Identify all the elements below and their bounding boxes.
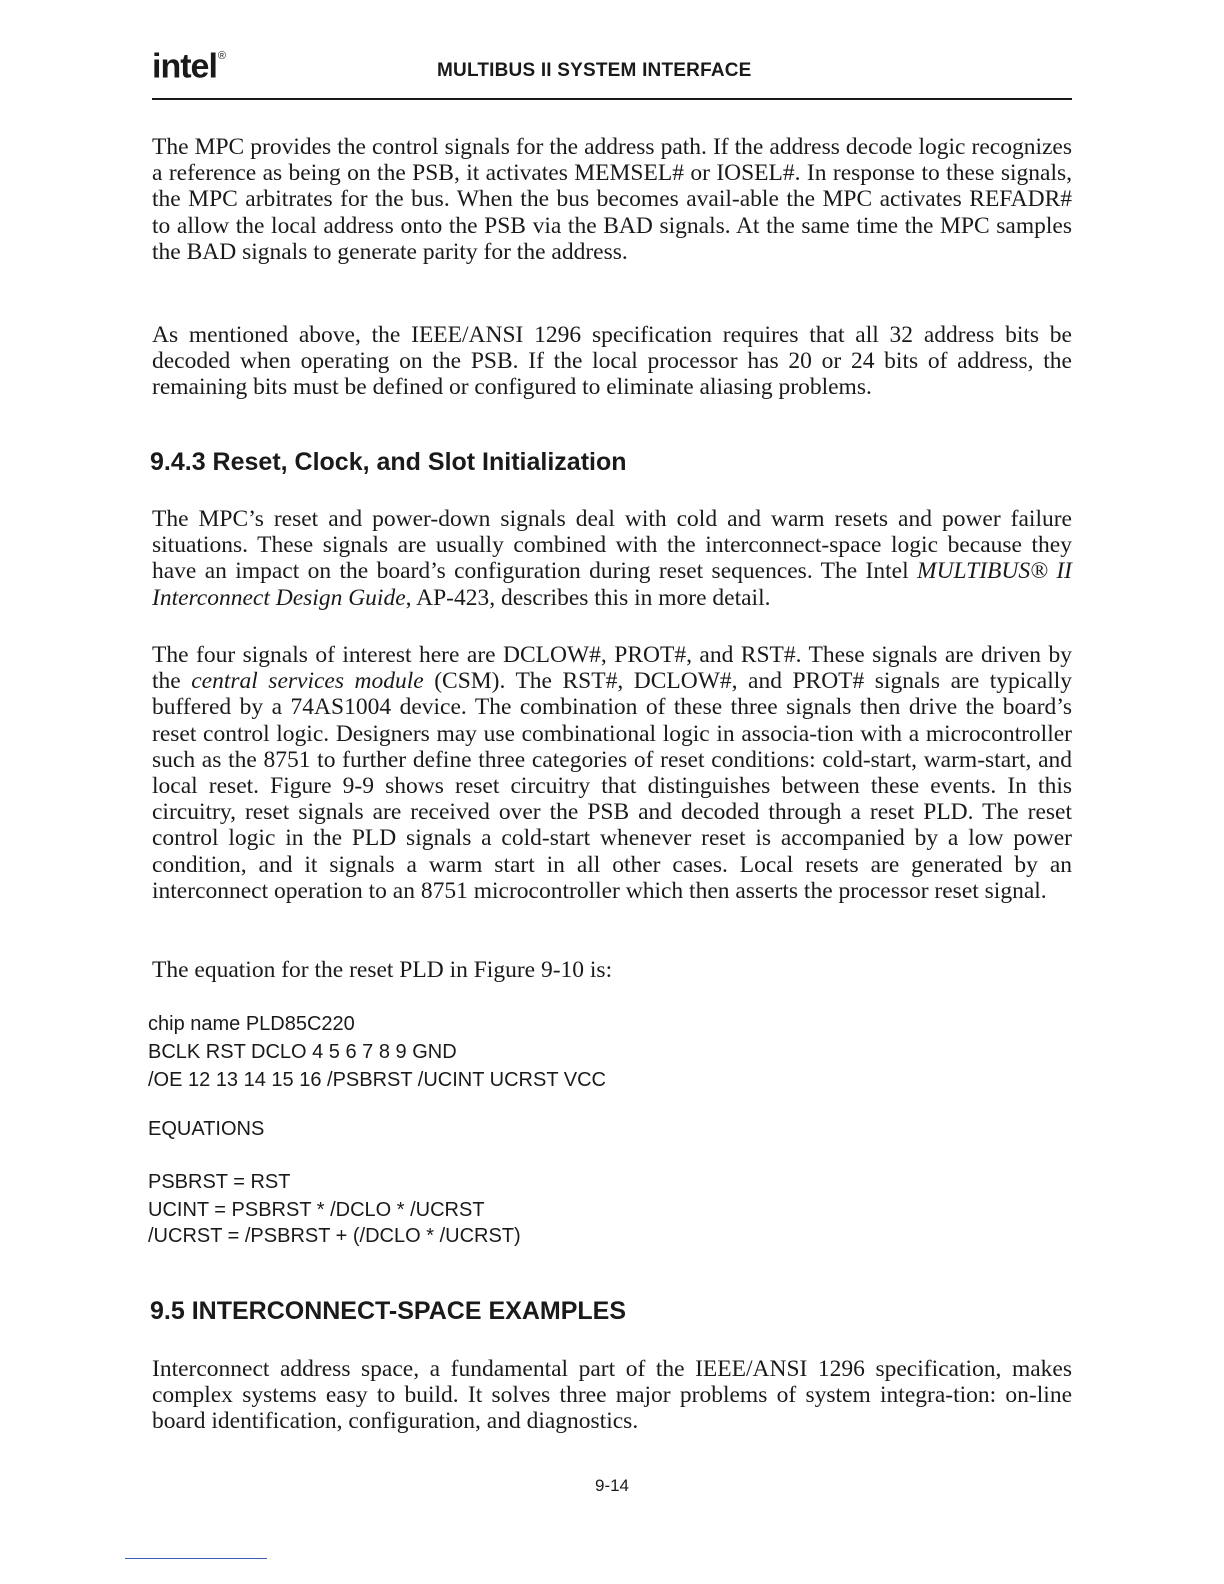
intel-logo: intel® xyxy=(152,47,226,86)
page-number: 9-14 xyxy=(594,1476,630,1495)
section-heading-reset-clock: 9.4.3 Reset, Clock, and Slot Initialization xyxy=(150,448,627,476)
csm-term: central services module xyxy=(191,668,424,695)
code-line: /UCRST = /PSBRST + (/DCLO * /UCRST) xyxy=(148,1225,521,1247)
paragraph-address-path: The MPC provides the control signals for the address path. If the address decode logic recognizes a reference as being on the PSB, it activates MEMSEL# or IOSEL#. In response to these signals, the MPC arbitrates for the bus. When the bus becomes avail-able the MPC activates REFADR# to allow the local address onto the PSB via the BAD signals. At the same time the MPC samples the BAD signals to generate parity for the address. xyxy=(152,134,1072,265)
paragraph-reset-signals: The four signals of interest here are DCLOW#, PROT#, and RST#. These signals are driven by the central services module (CSM). The RST#, DCLOW#, and PROT# signals are typically buffered by a 74AS1004 device. The combination of these three signals then drive the board’s reset control logic. Designers may use combinational logic in associa-tion with a microcontroller such as the 8751 to further define three categories of reset conditions: cold-start, warm-start, and local reset. Figure 9-9 shows reset circuitry that distinguishes between these events. In this circuitry, reset signals are received over the PSB and decoded through a reset PLD. The reset control logic in the PLD signals a cold-start whenever reset is accompanied by a low power condition, and it signals a warm start in all other cases. Local resets are generated by an interconnect operation to an 8751 microcontroller which then asserts the processor reset signal. xyxy=(152,642,1072,904)
paragraph-address-decoding: As mentioned above, the IEEE/ANSI 1296 specification requires that all 32 address bits be decoded when operating on the PSB. If the local processor has 20 or 24 bits of address, the remaining bits must be defined or configured to eliminate aliasing problems. xyxy=(152,322,1072,401)
paragraph-equation-intro: The equation for the reset PLD in Figure 9-10 is: xyxy=(152,957,613,983)
bottom-divider xyxy=(125,1558,267,1559)
guide-title: MULTIBUS® II Interconnect Design Guide xyxy=(152,558,1072,611)
code-line: /OE 12 13 14 15 16 /PSBRST /UCINT UCRST VCC xyxy=(148,1069,606,1091)
running-title: MULTIBUS II SYSTEM INTERFACE xyxy=(437,60,752,81)
code-line: PSBRST = RST xyxy=(148,1171,291,1193)
paragraph-reset-power-down: The MPC’s reset and power-down signals deal with cold and warm resets and power failure situations. These signals are usually combined with the interconnect-space logic because they have an impact on the board’s configuration during reset sequences. The Intel MULTIBUS® II Interconnect Design Guide, AP-423, describes this in more detail. xyxy=(152,506,1072,611)
code-line: UCINT = PSBRST * /DCLO * /UCRST xyxy=(148,1199,485,1221)
section-heading-interconnect: 9.5 INTERCONNECT-SPACE EXAMPLES xyxy=(150,1297,627,1325)
code-line: chip name PLD85C220 xyxy=(148,1013,355,1035)
page-header xyxy=(152,42,1072,100)
code-line: BCLK RST DCLO 4 5 6 7 8 9 GND xyxy=(148,1041,457,1063)
code-line: EQUATIONS xyxy=(148,1118,265,1140)
paragraph-interconnect-space: Interconnect address space, a fundamental part of the IEEE/ANSI 1296 specification, makes complex systems easy to build. It solves three major problems of system integra-tion: on-line board identification, configuration, and diagnostics. xyxy=(152,1356,1072,1435)
